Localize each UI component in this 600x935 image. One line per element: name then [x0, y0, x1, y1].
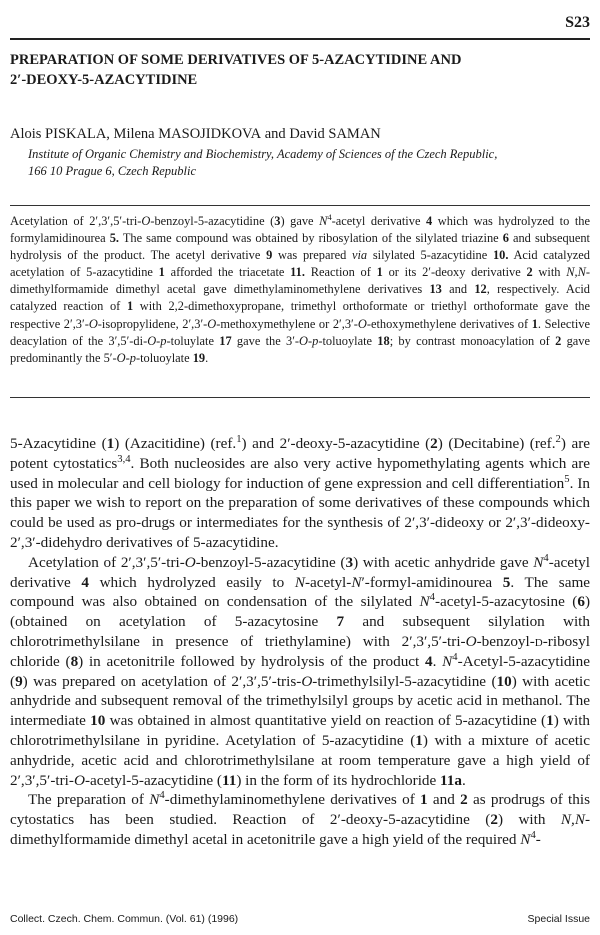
abstract: Acetylation of 2′,3′,5′-tri-O-benzoyl-5-azacytidine (3) gave $N^4$-acetyl derivative 4 which was hydrolyzed to the formylamidinourea 5. The same compound was obtained by ribosylation of the silylated triazine 6 and subsequent hydrolysis of the product. The acetyl derivative 9 was prepared via silylated 5-azacytidine 10. Acid catalyzed acetylation of 5-azacytidine 1 afforded the triacetate 11. Reaction of 1 or its 2′-deoxy derivative 2 with N,N-dimethylformamide dimethyl acetal gave dimethylaminomethylene derivatives 13 and 12, respectively. Acid catalyzed reaction of 1 with 2,2-dimethoxypropane, trimethyl orthoformate or triethyl orthoformate gave the respective 2′,3′-O-isopropylidene, 2′,3′-O-methoxymethylene or 2′,3′-O-ethoxymethylene derivatives of 1. Selective deacylation of the 3′,5′-di-O-p-toluylate 17 gave the 3′-O-p-toluoylate 18; by contrast monoacylation of 2 gave predominantly the 5′-O-p-toluoylate 19.	[10, 211, 591, 365]
body-paragraph-2: Acetylation of 2′,3′,5′-tri-O-benzoyl-5-azacytidine (3) with acetic anhydride gave $N^4$-acetyl derivative 4 which hydrolyzed easily to N-acetyl-N′-formyl-amidinourea 5. The same compound was also obtained on condensation of the silylated $N^4-acetyl-5$-azacytosine (6) (obtained on acetylation of 5-azacytosine 7 and subsequent silylation with chlorotrimethylsilane in presence of triethylamine) with 2′,3′,5′-tri-O-benzoyl-d-ribosyl chloride (8) in acetonitrile followed by hydrolysis of the product 4. $N^4-Acetyl-5$-azacytidine (9) was prepared on acetylation of 2′,3′,5′-tris-O-trimethylsilyl-5-azacytidine (10) with acetic anhydride and subsequent removal of the trimethylsilyl groups by acetic acid in methanol. The intermediate 10 was obtained in almost quantitative yield on reaction of 5-azacytidine (1) with chlorotrimethylsilane in pyridine. Acetylation of 5-azacytidine (1) with a mixture of acetic anhydride, acetic acid and chlorotrimethylsilane at room temperature gave a high yield of 2′,3′,5′-tri-O-acetyl-5-azacytidine (11) in the form of its hydrochloride 11a.	[10, 552, 591, 789]
page-number: S23	[565, 14, 590, 31]
author-3: David SAMAN	[289, 126, 381, 142]
header-rule	[10, 38, 590, 40]
author-list: Alois PISKALA, Milena MASOJIDKOVA and David SAMAN	[10, 126, 381, 142]
author-2: Milena MASOJIDKOVA	[113, 126, 262, 142]
title-line-2: 2′-DEOXY-5-AZACYTIDINE	[10, 72, 198, 88]
affiliation	[28, 146, 580, 180]
journal-citation: Collect. Czech. Chem. Commun. (Vol. 61) (1996)	[10, 913, 239, 925]
affiliation-line-2: 166 10 Prague 6, Czech Republic	[28, 164, 197, 178]
title-line-1: PREPARATION OF SOME DERIVATIVES OF 5-AZACYTIDINE AND	[10, 52, 462, 68]
article-title	[10, 50, 580, 90]
issue-label: Special Issue	[527, 913, 590, 925]
abstract-bottom-rule	[10, 397, 590, 398]
author-1: Alois PISKALA	[10, 126, 107, 142]
body-paragraph-1: 5-Azacytidine (1) (Azacitidine) (ref.$^1$) and 2′-deoxy-5-azacytidine (2) (Decitabine) (ref.$^2$) are potent cytostatics$^{3,4}$. Both nucleosides are also very active hypomethylating agents which are used in molecular and cell biology for induction of gene expression and cell differentiation$^5$. In this paper we wish to report on the preparation of some derivatives of these compounds which could be used as pro-drugs or intermediates for the synthesis of 2′,3′-dideoxy or 2′,3′-dideoxy-2′,3′-didehydro derivatives of 5-azacytidine.	[10, 433, 590, 551]
body-paragraph-3: The preparation of $N^4$-dimethylaminomethylene derivatives of 1 and 2 as prodrugs of this cytostatics has been studied. Reaction of 2′-deoxy-5-azacytidine (2) with N,N-dimethylformamide dimethyl acetal in acetonitrile gave a high yield of the required $N^4-$	[10, 790, 591, 848]
abstract-top-rule	[10, 205, 590, 206]
body-text	[10, 434, 590, 850]
affiliation-line-1: Institute of Organic Chemistry and Biochemistry, Academy of Sciences of the Czech Republic,	[28, 147, 498, 161]
